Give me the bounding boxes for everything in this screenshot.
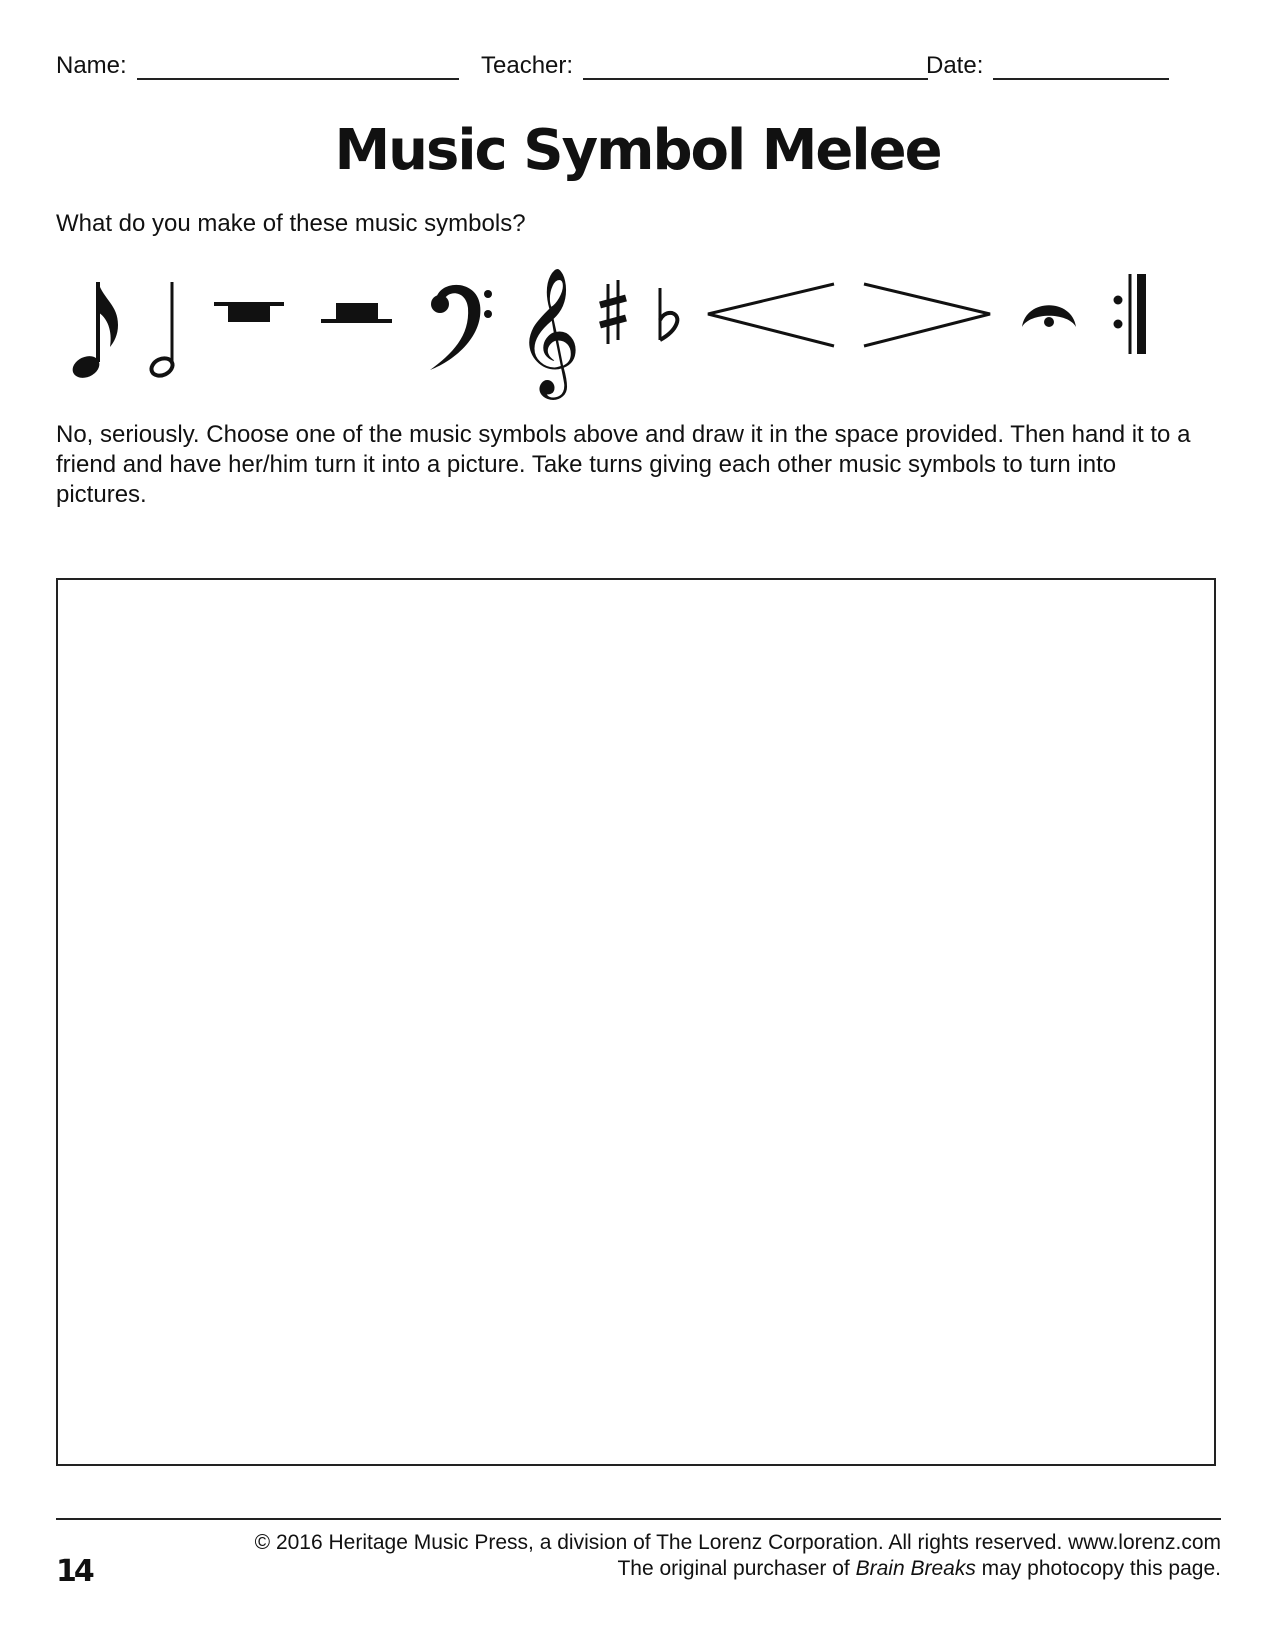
teacher-line[interactable] (583, 56, 928, 80)
date-label: Date: (926, 52, 984, 79)
prompt-text: What do you make of these music symbols? (56, 210, 526, 237)
repeat-sign-icon (1114, 274, 1147, 354)
page-number: 14 (56, 1554, 92, 1589)
page-title: Music Symbol Melee (334, 118, 941, 183)
date-field[interactable] (926, 50, 1169, 80)
date-line[interactable] (993, 56, 1169, 80)
teacher-field[interactable] (481, 50, 928, 80)
eighth-note-icon (69, 282, 118, 382)
name-label: Name: (56, 52, 127, 79)
book-title: Brain Breaks (855, 1557, 976, 1580)
half-note-icon (149, 282, 176, 379)
copyright-line: © 2016 Heritage Music Press, a division of The Lorenz Corporation. All rights reserved. www.lorenz.com (254, 1531, 1221, 1554)
header-fields (56, 50, 1221, 84)
half-rest-icon (321, 303, 392, 321)
photocopy-pre: The original purchaser of (617, 1557, 850, 1580)
drawing-area[interactable] (56, 578, 1216, 1466)
treble-clef-icon: 𝄞 (516, 266, 582, 394)
instructions-text: No, seriously. Choose one of the music symbols above and draw it in the space provided. Then hand it to a friend and have her/him turn it into a picture. Take turns giving each other music symbols to turn into pictures. (56, 421, 1191, 508)
decrescendo-icon (864, 284, 990, 346)
sharp-icon (600, 280, 626, 344)
fermata-icon (1022, 305, 1076, 327)
teacher-label: Teacher: (481, 52, 574, 79)
footer-divider (56, 1518, 1221, 1520)
name-line[interactable] (137, 56, 459, 80)
photocopy-post: may photocopy this page. (981, 1557, 1221, 1580)
whole-rest-icon (214, 304, 284, 322)
bass-clef-icon (430, 285, 492, 370)
crescendo-icon (708, 284, 834, 346)
flat-icon (660, 288, 677, 340)
name-field[interactable] (56, 50, 459, 80)
footer-text (255, 1530, 1221, 1582)
photocopy-line (255, 1556, 1221, 1582)
music-symbols-row (56, 250, 1221, 410)
